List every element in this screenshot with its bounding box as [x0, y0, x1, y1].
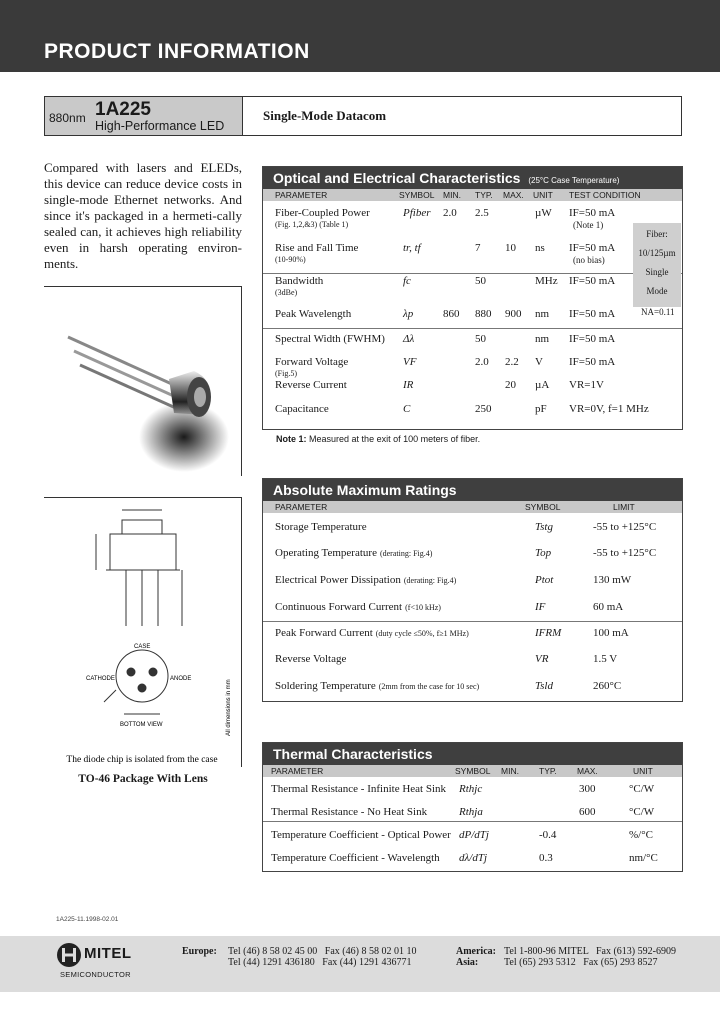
fiber-spec-box [633, 223, 681, 307]
thermal-table-header [263, 765, 682, 777]
optical-row-max: 10 [505, 242, 516, 254]
led-photo-illustration [44, 287, 240, 475]
thermal-row-typ: -0.4 [539, 829, 557, 841]
optical-row-symbol: Δλ [403, 333, 415, 345]
optical-row-typ: 2.5 [475, 207, 489, 219]
optical-row-typ: 880 [475, 308, 492, 320]
note-label: Note 1: [276, 434, 307, 444]
fiber-na: NA=0.11 [641, 307, 675, 317]
europe-contact-1: Tel (46) 8 58 02 45 00 Fax (46) 8 58 02 01 10 [228, 946, 417, 957]
abs-row-parameter-note: (derating: Fig.4) [379, 549, 433, 558]
abs-row-parameter-note: (derating: Fig.4) [403, 576, 457, 585]
col-unit: UNIT [533, 190, 553, 200]
thermal-table-body [263, 777, 682, 871]
optical-row-condition: VR=1V [569, 379, 604, 391]
optical-row-unit: µW [535, 207, 552, 219]
optical-row-parameter: Peak Wavelength [275, 308, 352, 320]
col-min: MIN. [443, 190, 461, 200]
thermal-row-max: 300 [579, 783, 596, 795]
optical-row-max: 20 [505, 379, 516, 391]
abs-table-body [263, 513, 682, 701]
optical-row-symbol: tr, tf [403, 242, 421, 254]
optical-table-body [263, 201, 682, 429]
optical-row-symbol: λp [403, 308, 414, 320]
optical-row-unit: MHz [535, 275, 558, 287]
optical-row-unit: nm [535, 308, 550, 320]
th-col-typ: TYP. [539, 766, 557, 776]
abs-row-parameter: Soldering Temperature [275, 680, 376, 692]
optical-row-symbol: IR [403, 379, 414, 391]
package-drawing [44, 497, 242, 767]
abs-row-parameter-cell [275, 653, 346, 665]
abs-row-parameter-cell [275, 521, 367, 533]
optical-row-condition: IF=50 mA [569, 207, 616, 219]
footer-band [0, 936, 720, 992]
optical-row-unit: V [535, 356, 543, 368]
row-divider [263, 821, 682, 822]
optical-row-typ: 50 [475, 275, 486, 287]
fiber-label: Fiber: [646, 229, 668, 239]
optical-row-symbol: VF [403, 356, 417, 368]
label-cathode: CATHODE [86, 676, 115, 682]
col-typ: TYP. [475, 190, 493, 200]
optical-row-unit: ns [535, 242, 545, 254]
optical-row-unit: nm [535, 333, 550, 345]
abs-row-parameter-cell [275, 627, 469, 639]
optical-row-max: 2.2 [505, 356, 519, 368]
thermal-row-max: 600 [579, 806, 596, 818]
abs-row-symbol: VR [535, 653, 549, 665]
america-contact: Tel 1-800-96 MITEL Fax (613) 592-6909 [504, 946, 676, 957]
row-divider [263, 328, 682, 329]
optical-row-condition: IF=50 mA [569, 242, 616, 254]
thermal-row-symbol: dP/dTj [459, 829, 489, 841]
package-dimension-drawing [44, 498, 240, 766]
abs-col-parameter: PARAMETER [275, 502, 328, 512]
product-description: High-Performance LED [95, 119, 225, 133]
optical-row-condition: IF=50 mA [569, 275, 616, 287]
optical-row-symbol: Pfiber [403, 207, 431, 219]
fiber-type-1: Single [645, 267, 669, 277]
fiber-size: 10/125µm [638, 248, 676, 258]
row-divider [263, 273, 682, 274]
optical-row-parameter: Spectral Width (FWHM) [275, 333, 385, 345]
optical-table-note [276, 434, 480, 444]
thermal-row-unit: nm/°C [629, 852, 658, 864]
thermal-row-typ: 0.3 [539, 852, 553, 864]
optical-row-condition: IF=50 mA [569, 333, 616, 345]
abs-table-title-bar [263, 479, 682, 501]
product-photo [44, 286, 242, 476]
abs-row-symbol: IF [535, 601, 546, 613]
abs-row-limit: 60 mA [593, 601, 624, 613]
abs-table-title: Absolute Maximum Ratings [273, 482, 457, 498]
note-text: Measured at the exit of 100 meters of fiber. [309, 434, 481, 444]
label-dimensions: All dimensions in mm [226, 679, 232, 736]
optical-row-parameter: Reverse Current [275, 379, 347, 391]
optical-row-parameter-note: (10-90%) [275, 255, 306, 264]
abs-row-parameter-cell [275, 547, 432, 559]
optical-row-min: 2.0 [443, 207, 457, 219]
optical-row-condition-note: (no bias) [573, 255, 605, 265]
abs-row-parameter: Peak Forward Current [275, 627, 373, 639]
optical-row-symbol: fc [403, 275, 411, 287]
th-col-min: MIN. [501, 766, 519, 776]
abs-row-parameter-note: (2mm from the case for 10 sec) [378, 682, 480, 691]
abs-col-limit: LIMIT [613, 502, 635, 512]
thermal-row-parameter: Temperature Coefficient - Optical Power [271, 829, 451, 841]
optical-row-symbol: C [403, 403, 411, 415]
optical-row-condition: IF=50 mA [569, 308, 616, 320]
optical-row-parameter: Fiber-Coupled Power [275, 207, 370, 219]
optical-table-header [263, 189, 682, 201]
col-test-condition: TEST CONDITION [569, 190, 641, 200]
th-col-unit: UNIT [633, 766, 653, 776]
optical-row-typ: 50 [475, 333, 486, 345]
optical-row-min: 860 [443, 308, 460, 320]
optical-row-unit: pF [535, 403, 547, 415]
abs-row-limit: 260°C [593, 680, 622, 692]
header-band [0, 0, 720, 72]
abs-row-parameter: Operating Temperature [275, 547, 377, 559]
thermal-row-unit: %/°C [629, 829, 653, 841]
thermal-row-symbol: dλ/dTj [459, 852, 487, 864]
thermal-table-title: Thermal Characteristics [273, 746, 433, 762]
product-id-box [45, 97, 243, 135]
absolute-max-table [262, 478, 683, 702]
product-id-bar [44, 96, 682, 136]
abs-row-parameter-cell [275, 574, 456, 586]
optical-row-parameter: Bandwidth [275, 275, 324, 287]
optical-row-max: 900 [505, 308, 522, 320]
optical-row-condition-note: (Note 1) [573, 220, 604, 230]
package-caption: TO-46 Package With Lens [78, 773, 208, 785]
optical-electrical-table [262, 166, 683, 430]
optical-row-parameter-note: (Fig. 1,2,&3) (Table 1) [275, 220, 349, 229]
thermal-row-unit: °C/W [629, 806, 655, 818]
page-title: PRODUCT INFORMATION [44, 40, 310, 63]
optical-row-parameter: Capacitance [275, 403, 329, 415]
product-part-number: 1A225 [95, 99, 151, 120]
optical-row-parameter: Rise and Fall Time [275, 242, 359, 254]
abs-row-parameter: Storage Temperature [275, 521, 367, 533]
abs-row-parameter-note: (f<10 kHz) [405, 603, 441, 612]
thermal-row-unit: °C/W [629, 783, 655, 795]
europe-contact-2: Tel (44) 1291 436180 Fax (44) 1291 436771 [228, 957, 412, 968]
abs-row-limit: 100 mA [593, 627, 629, 639]
thermal-table [262, 742, 683, 872]
mitel-logo [56, 942, 82, 973]
america-label: America: [456, 946, 496, 957]
abs-table-header [263, 501, 682, 513]
abs-row-symbol: Top [535, 547, 552, 559]
optical-row-parameter-note: (3dBe) [275, 288, 298, 297]
th-col-symbol: SYMBOL [455, 766, 491, 776]
abs-row-parameter-cell [275, 680, 479, 692]
thermal-row-symbol: Rthjc [459, 783, 483, 795]
label-case: CASE [134, 644, 151, 650]
abs-row-limit: 1.5 V [593, 653, 618, 665]
optical-table-title: Optical and Electrical Characteristics [273, 170, 521, 186]
optical-row-typ: 250 [475, 403, 492, 415]
doc-code: 1A225-11.1998-02.01 [56, 916, 119, 923]
mitel-logo-icon [56, 942, 82, 968]
optical-table-title-note: (25°C Case Temperature) [528, 176, 620, 185]
th-col-max: MAX. [577, 766, 598, 776]
product-category: Single-Mode Datacom [263, 108, 387, 123]
label-bottom-view: BOTTOM VIEW [120, 722, 163, 728]
product-wavelength: 880nm [49, 111, 86, 125]
europe-label: Europe: [182, 946, 217, 957]
optical-row-typ: 2.0 [475, 356, 489, 368]
asia-contact: Tel (65) 293 5312 Fax (65) 293 8527 [504, 957, 658, 968]
col-symbol: SYMBOL [399, 190, 435, 200]
abs-row-symbol: Ptot [535, 574, 554, 586]
abs-row-symbol: Tstg [535, 521, 553, 533]
label-anode: ANODE [170, 676, 192, 682]
fiber-type-2: Mode [646, 286, 668, 296]
abs-col-symbol: SYMBOL [525, 502, 561, 512]
optical-row-parameter: Forward Voltage [275, 356, 349, 368]
mitel-logo-text: MITEL [84, 945, 132, 962]
optical-table-title-bar [263, 167, 682, 189]
th-col-parameter: PARAMETER [271, 766, 324, 776]
abs-row-parameter: Continuous Forward Current [275, 601, 403, 613]
thermal-row-parameter: Thermal Resistance - No Heat Sink [271, 806, 428, 818]
abs-row-symbol: IFRM [535, 627, 562, 639]
optical-row-parameter-note: (Fig.5) [275, 369, 297, 378]
optical-row-condition: VR=0V, f=1 MHz [569, 403, 649, 415]
abs-row-limit: -55 to +125°C [593, 547, 657, 559]
thermal-table-title-bar [263, 743, 682, 765]
thermal-row-symbol: Rthja [459, 806, 483, 818]
intro-text: Compared with lasers and ELEDs, this device can reduce device costs in single-mode Ethernet networks. And since it's packaged in a hermeti-cally sealed can, it achieves high reliability even in harsh operating environ-ments. [44, 160, 242, 271]
abs-row-parameter: Reverse Voltage [275, 653, 347, 665]
abs-row-parameter: Electrical Power Dissipation [275, 574, 401, 586]
thermal-row-parameter: Thermal Resistance - Infinite Heat Sink [271, 783, 447, 795]
col-max: MAX. [503, 190, 524, 200]
row-divider [263, 621, 682, 622]
optical-row-condition: IF=50 mA [569, 356, 616, 368]
col-parameter: PARAMETER [275, 190, 328, 200]
abs-row-parameter-note: (duty cycle ≤50%, f≥1 MHz) [375, 629, 469, 638]
abs-row-parameter-cell [275, 601, 441, 613]
diode-note: The diode chip is isolated from the case [66, 755, 218, 765]
asia-label: Asia: [456, 957, 479, 968]
mitel-logo-sub: SEMICONDUCTOR [60, 970, 131, 979]
abs-row-symbol: Tsld [535, 680, 553, 692]
optical-row-typ: 7 [475, 242, 481, 254]
abs-row-limit: -55 to +125°C [593, 521, 657, 533]
optical-row-unit: µA [535, 379, 550, 391]
abs-row-limit: 130 mW [593, 574, 632, 586]
thermal-row-parameter: Temperature Coefficient - Wavelength [271, 852, 440, 864]
